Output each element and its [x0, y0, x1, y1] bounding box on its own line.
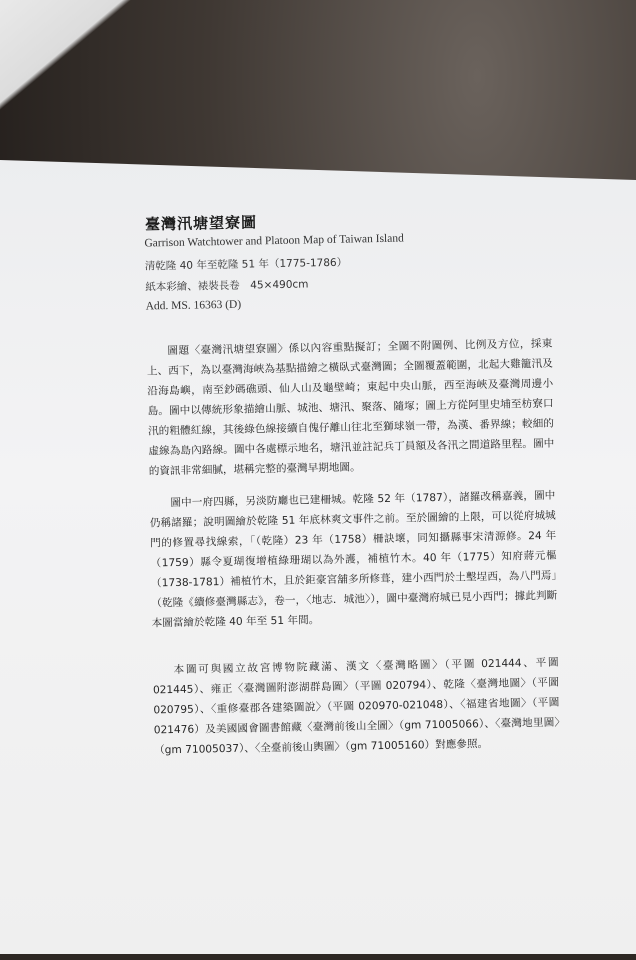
catalog-number: Add. MS. 16363 (D)	[145, 298, 242, 313]
body-paragraph-3: 本圖可與國立故宮博物院藏滿、漢文〈臺灣略圖〉（平圖 021444、平圖 021445）、雍正〈臺灣圖附澎湖群島圖〉（平圖 020794）、乾隆〈臺灣地圖〉（平圖 020795）、〈重修臺郡各建築圖說〉（平圖 020970-021048）、〈福建省地圖〉（平圖 021476）及美國國會圖書館藏〈臺灣前後山全圖〉（gm 71005066）、〈臺灣地里圖〉（gm 71005037）、〈全臺前後山輿圖〉（gm 71005160）對應參照。	[152, 656, 560, 757]
material-line: 紙本彩繪、裱裝長卷 45×490cm	[145, 278, 309, 294]
body-paragraph-2: 圖中一府四縣，另淡防廳也已建柵城。乾隆 52 年（1787），諸羅改稱嘉義，圖中仍稱諸羅；說明圖繪於乾隆 51 年底林爽文事件之前。至於圖繪的上限，可以從府城城門的修置尋找線索，「（乾隆）23 年（1758）柵訣壞，同知攝縣事宋清源修。24 年（1759）縣令夏瑚復增植綠珊瑚以為外護，補植竹木。40 年（1775）知府蔣元樞（1738-1781）補植竹木，且於鉅豪宮舖多所修葺，建小西門於土墼埕西，為八門焉」（乾隆《續修臺灣縣志》，卷一，〈地志．城池〉），圖中臺灣府城已見小西門；據此判斷本圖當繪於乾隆 40 年至 51 年間。	[149, 489, 558, 630]
body-paragraph-1: 圖題〈臺灣汛塘望寮圖〉係以內容重點擬訂；全圖不附圖例、比例及方位，採東上、西下，為以臺灣海峽為基點描繪之橫臥式臺灣圖；全圖覆蓋範圍，北起大雞籠汛及沿海島嶼，南至鈔碼礁頭、仙人山及龜壁崎；東起中央山脈，西至海峽及臺灣周邊小島。圖中以傳統形象描繪山脈、城池、塘汛、聚落、隨塚；圖上方從阿里史埔至枋寮口汛的粗體紅線，其後綠色線接續自傀仔離山往北至獅球嶺一帶，為漢、番界線；較細的虛線為島內路線。圖中各處標示地名，塘汛並註記兵丁員額及各汛之間道路里程。圖中的資訊非常細膩，堪稱完整的臺灣早期地圖。	[146, 337, 555, 478]
period-line: 清乾隆 40 年至乾隆 51 年（1775-1786）	[144, 256, 348, 273]
english-title: Garrison Watchtower and Platoon Map of Taiwan Island	[144, 232, 404, 250]
page-title: 臺灣汛塘望寮圖	[144, 213, 258, 234]
